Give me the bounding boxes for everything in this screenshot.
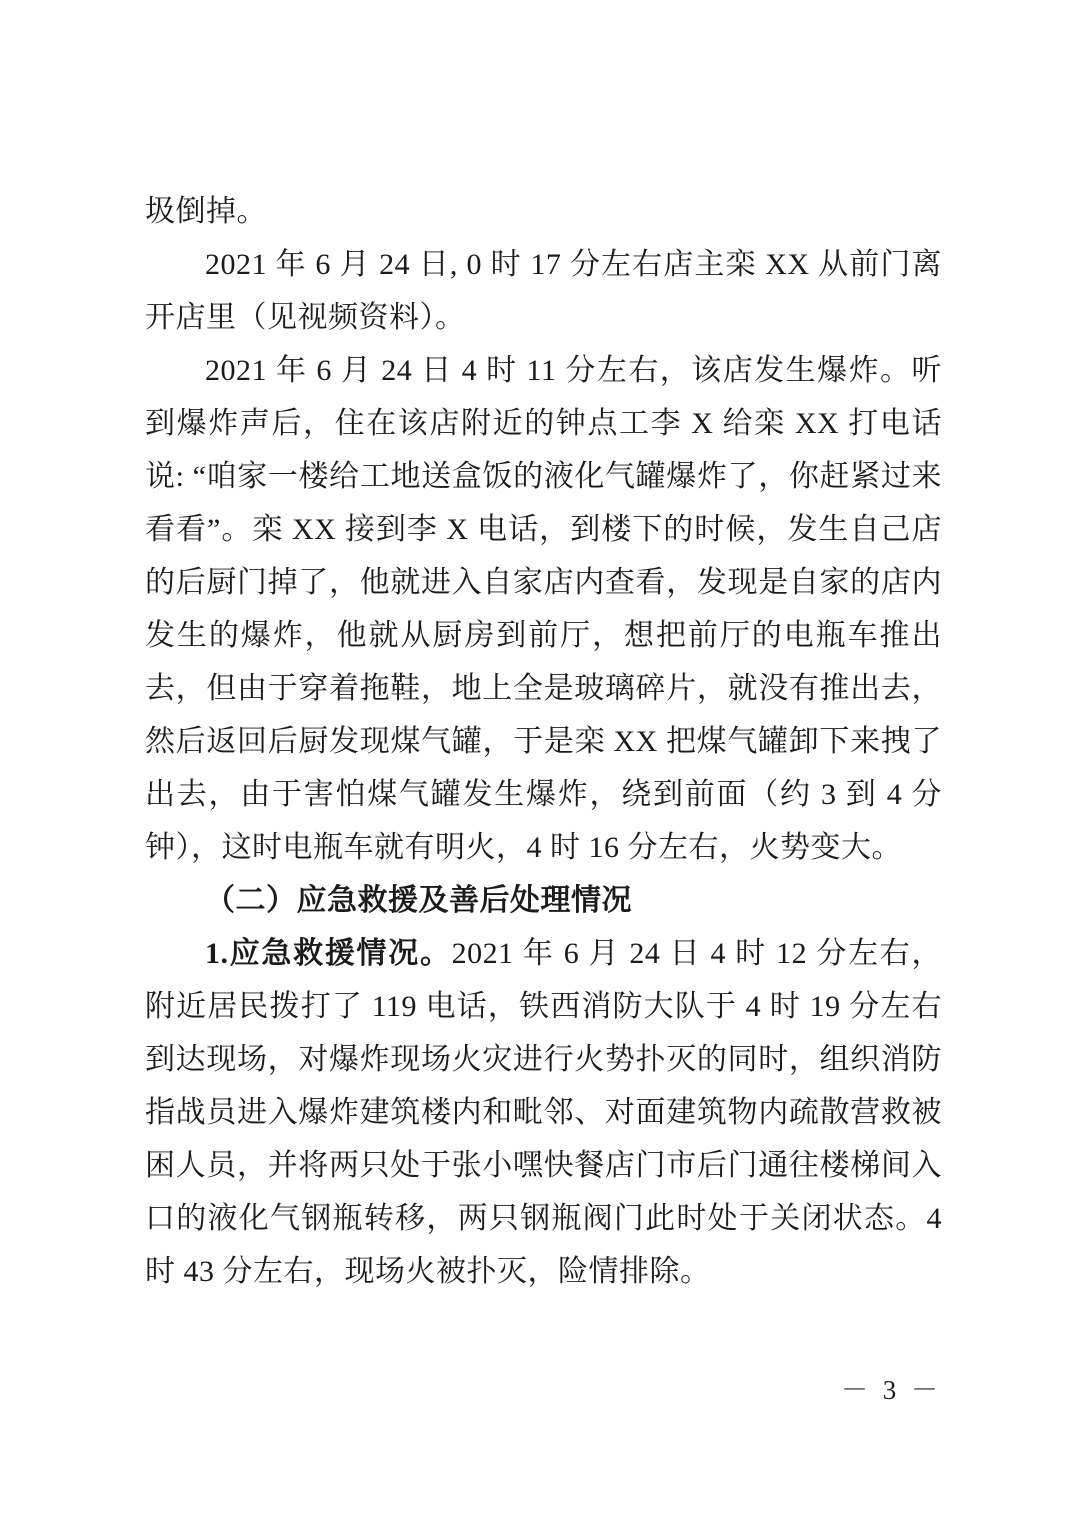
paragraph-explosion-account: 2021 年 6 月 24 日 4 时 11 分左右，该店发生爆炸。听到爆炸声后，住在该店附近的钟点工李 X 给栾 XX 打电话说: “咱家一楼给工地送盒饭的液化气罐爆炸了，你赶紧过来看看”。栾 XX 接到李 X 电话，到楼下的时候，发生自己店的后厨门掉了，他就进入自家店内查看，发现是自家的店内发生的爆炸，他就从厨房到前厅，想把前厅的电瓶车推出去，但由于穿着拖鞋，地上全是玻璃碎片，就没有推出去，然后返回后厨发现煤气罐，于是栾 XX 把煤气罐卸下来拽了出去，由于害怕煤气罐发生爆炸，绕到前面（约 3 到 4 分钟），这时电瓶车就有明火，4 时 16 分左右，火势变大。 xyxy=(145,354,942,864)
page-number: － 3 － xyxy=(841,1375,942,1405)
paragraph-owner-left-store: 2021 年 6 月 24 日, 0 时 17 分左右店主栾 XX 从前门离开店里（见视频资料）。 xyxy=(145,248,942,334)
paragraph-lead-rescue: 1.应急救援情况。 xyxy=(205,937,452,970)
section-heading-emergency-response: （二）应急救援及善后处理情况 xyxy=(205,884,632,917)
paragraph-continuation: 圾倒掉。 xyxy=(145,195,267,228)
document-body xyxy=(145,185,942,1298)
paragraph-rescue-details xyxy=(145,927,942,1298)
paragraph-body-rescue: 2021 年 6 月 24 日 4 时 12 分左右，附近居民拨打了 119 电话，铁西消防大队于 4 时 19 分左右到达现场，对爆炸现场火灾进行火势扑灭的同时，组织消防指战员进入爆炸建筑楼内和毗邻、对面建筑物内疏散营救被困人员，并将两只处于张小嘿快餐店门市后门通往楼梯间入口的液化气钢瓶转移，两只钢瓶阀门此时处于关闭状态。4 时 43 分左右，现场火被扑灭，险情排除。 xyxy=(145,937,943,1288)
